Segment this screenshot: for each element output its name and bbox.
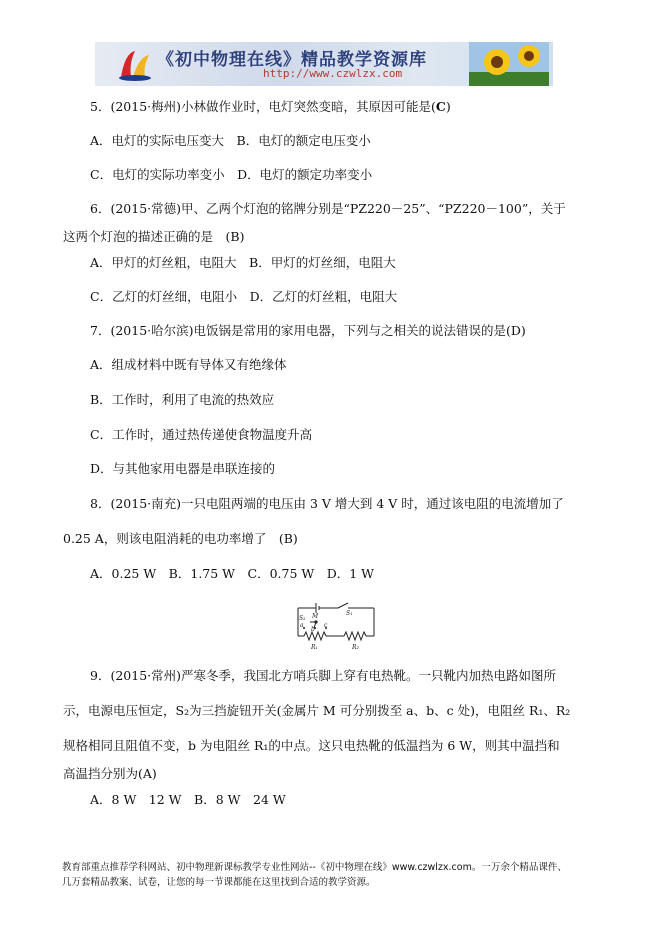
label-b: b	[311, 626, 315, 633]
question-7-option-b: B．工作时，利用了电流的热效应	[90, 392, 275, 407]
question-9-stem-line-4: 高温挡分别为(A)	[63, 766, 157, 781]
question-6-stem-line-2: 这两个灯泡的描述正确的是 (B)	[63, 229, 245, 244]
switch-s1-blade	[338, 603, 348, 608]
header-banner	[95, 42, 553, 86]
question-7-option-a: A．组成材料中既有导体又有绝缘体	[90, 357, 287, 372]
question-5-stem: 5．(2015·梅州)小林做作业时，电灯突然变暗，其原因可能是(C)	[90, 99, 451, 114]
circuit-diagram	[290, 598, 380, 654]
site-logo-icon	[115, 47, 155, 83]
label-r2: R₂	[352, 644, 359, 651]
label-a: a	[300, 622, 304, 629]
sunflower-icon	[469, 42, 549, 86]
question-7-option-c: C．工作时，通过热传递使食物温度升高	[90, 427, 313, 442]
resistor-r1	[304, 632, 326, 640]
label-s2: S₂	[299, 615, 306, 622]
question-7-stem: 7．(2015·哈尔滨)电饭锅是常用的家用电器，下列与之相关的说法错误的是(D)	[90, 323, 526, 338]
footer-line-2: 几万套精品教案、试卷，让您的每一节课都能在这里找到合适的教学资源。	[62, 877, 376, 888]
question-9-stem-line-2: 示，电源电压恒定，S₂为三挡旋钮开关(金属片 M 可分别拨至 a、b、c 处)，电阻丝 R₁、R₂	[63, 703, 571, 718]
question-6-option-ab: A．甲灯的灯丝粗，电阻大 B．甲灯的灯丝细，电阻大	[90, 255, 396, 270]
question-8-stem-line-1: 8．(2015·南充)一只电阻两端的电压由 3 V 增大到 4 V 时，通过该电阻的电流增加了	[90, 496, 564, 511]
question-9-stem-line-3: 规格相同且阻值不变，b 为电阻丝 R₁的中点。这只电热靴的低温挡为 6 W，则其中温挡和	[63, 738, 560, 753]
page-footer	[62, 860, 602, 890]
footer-line-1: 教育部重点推荐学科网站、初中物理新课标教学专业性网站--《初中物理在线》www.czwlzx.com。一万余个精品课件、	[62, 862, 567, 873]
label-c: c	[324, 622, 328, 629]
question-7-option-d: D．与其他家用电器是串联连接的	[90, 461, 276, 476]
question-6-option-cd: C．乙灯的灯丝细，电阻小 D．乙灯的灯丝粗，电阻大	[90, 289, 398, 304]
banner-url[interactable]: http://www.czwlzx.com	[263, 67, 403, 80]
question-9-stem-line-1: 9．(2015·常州)严寒冬季，我国北方哨兵脚上穿有电热靴。一只靴内加热电路如图所	[90, 668, 556, 683]
question-5-option-ab: A．电灯的实际电压变大 B．电灯的额定电压变小	[90, 133, 371, 148]
question-8-options: A．0.25 W B．1.75 W C．0.75 W D．1 W	[90, 566, 375, 581]
resistor-r2	[344, 632, 366, 640]
question-8-stem-line-2: 0.25 A，则该电阻消耗的电功率增了 (B)	[63, 531, 298, 546]
banner-title: 《初中物理在线》精品教学资源库	[157, 50, 427, 70]
label-r1: R₁	[311, 644, 318, 651]
question-6-stem-line-1: 6．(2015·常德)甲、乙两个灯泡的铭牌分别是“PZ220－25”、“PZ220－100”，关于	[90, 201, 566, 216]
label-s1: S₁	[346, 610, 353, 617]
question-9-options: A．8 W 12 W B．8 W 24 W	[90, 792, 286, 807]
question-5-option-cd: C．电灯的实际功率变小 D．电灯的额定功率变小	[90, 167, 373, 182]
label-m: M	[312, 613, 319, 620]
